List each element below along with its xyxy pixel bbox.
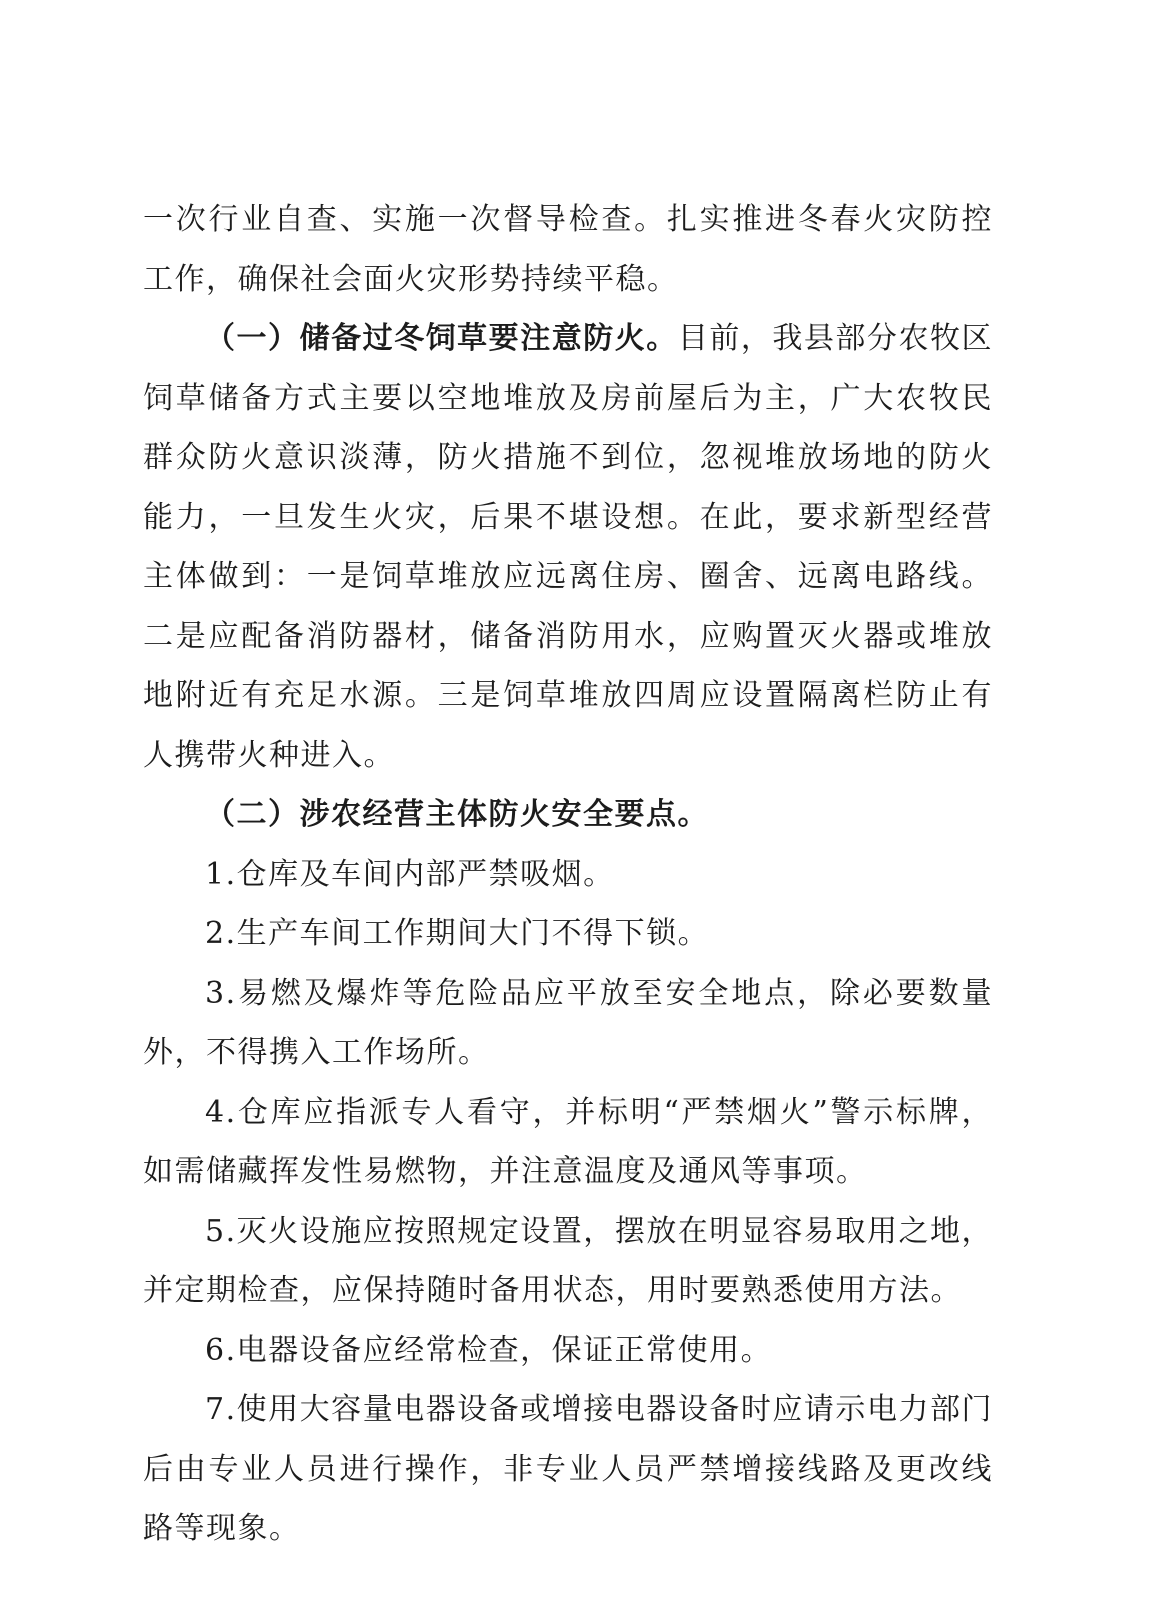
list-item-text: 1.仓库及车间内部严禁吸烟。 (205, 856, 615, 892)
list-item-text: 4.仓库应指派专人看守，并标明“严禁烟火”警示标牌，如需储藏挥发性易燃物，并注意温度及通风等事项。 (143, 1094, 993, 1189)
paragraph-section-2 (143, 785, 993, 845)
list-item-text: 2.生产车间工作期间大门不得下锁。 (205, 916, 710, 951)
list-item-text: 6.电器设备应经常检查，保证正常使用。 (205, 1332, 773, 1368)
paragraph-intro (143, 190, 993, 309)
list-item-text: 3.易燃及爆炸等危险品应平放至安全地点，除必要数量外，不得携入工作场所。 (143, 975, 993, 1070)
list-item-2 (143, 904, 993, 964)
paragraph-section-1 (143, 309, 993, 785)
list-item-3 (143, 964, 993, 1083)
list-item-4 (143, 1083, 993, 1202)
section-heading: （一）储备过冬饲草要注意防火。 (205, 321, 678, 356)
paragraph-text: 一次行业自查、实施一次督导检查。扎实推进冬春火灾防控工作，确保社会面火灾形势持续平稳。 (143, 202, 993, 297)
document-body (143, 190, 993, 1559)
paragraph-text: 目前，我县部分农牧区饲草储备方式主要以空地堆放及房前屋后为主，广大农牧民群众防火意识淡薄，防火措施不到位，忽视堆放场地的防火能力，一旦发生火灾，后果不堪设想。在此，要求新型经营主体做到：一是饲草堆放应远离住房、圈舍、远离电路线。二是应配备消防器材，储备消防用水，应购置灭火器或堆放地附近有充足水源。三是饲草堆放四周应设置隔离栏防止有人携带火种进入。 (143, 321, 993, 773)
list-item-text: 5.灭火设施应按照规定设置，摆放在明显容易取用之地，并定期检查，应保持随时备用状态，用时要熟悉使用方法。 (143, 1213, 993, 1308)
list-item-7 (143, 1380, 993, 1559)
list-item-text: 7.使用大容量电器设备或增接电器设备时应请示电力部门后由专业人员进行操作，非专业人员严禁增接线路及更改线路等现象。 (143, 1392, 993, 1546)
section-heading: （二）涉农经营主体防火安全要点。 (205, 797, 709, 832)
list-item-1 (143, 845, 993, 905)
list-item-5 (143, 1202, 993, 1321)
list-item-6 (143, 1321, 993, 1381)
